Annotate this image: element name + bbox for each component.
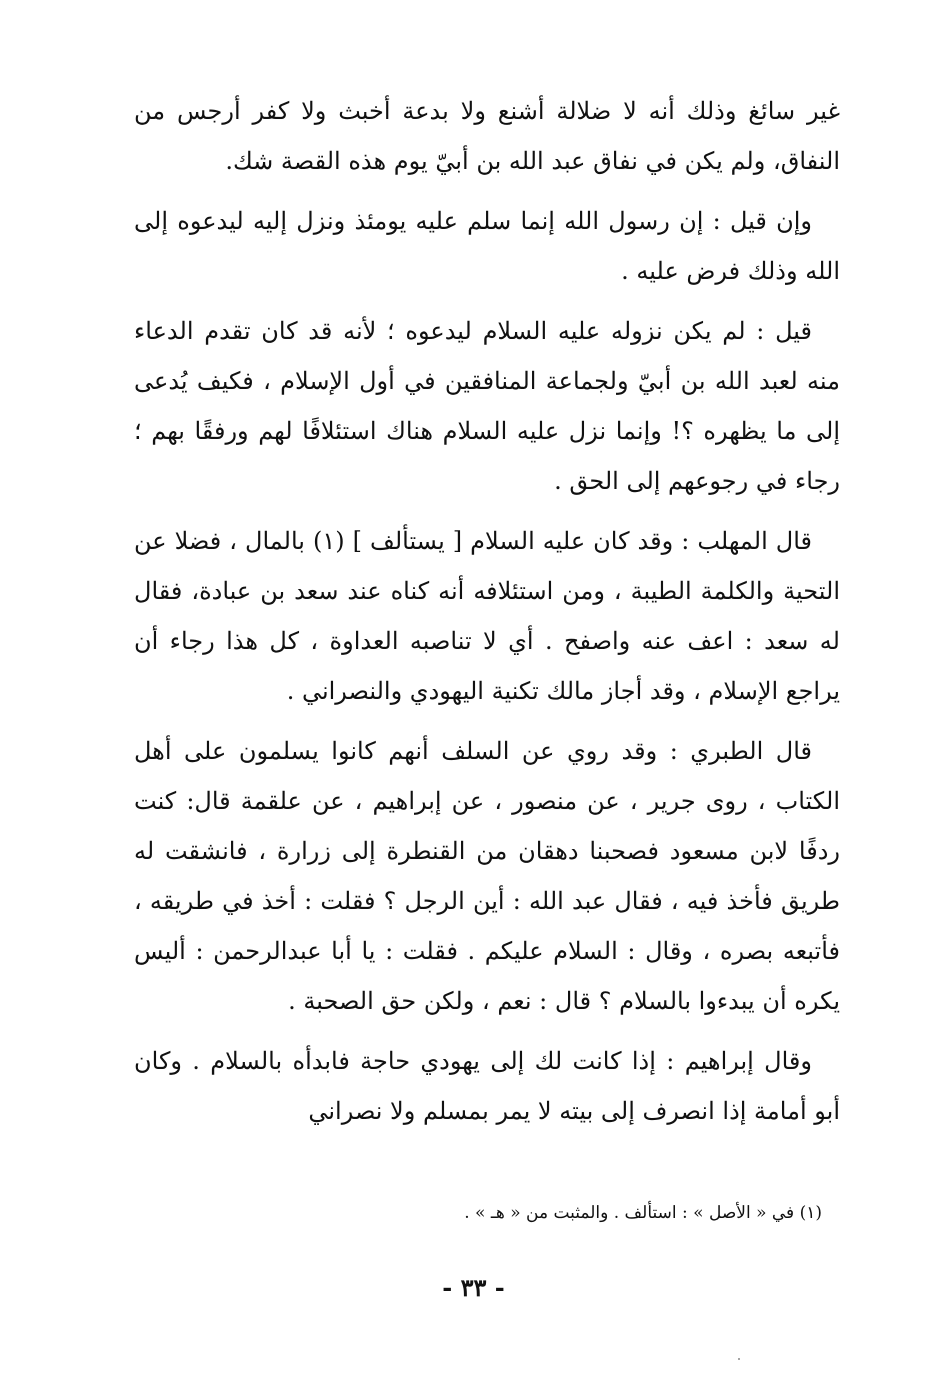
paragraph-3: قيل : لم يكن نزوله عليه السلام ليدعوه ؛ لأنه قد كان تقدم الدعاء منه لعبد الله بن أبيّ ولجماعة المنافقين في أول الإسلام ، فكيف يُدعى إلى ما يظهره ؟! وإنما نزل عليه السلام هناك استئلافًا لهم ورفقًا بهم ؛ رجاء في رجوعهم إلى الحق . [134,317,840,495]
paragraph-1: غير سائغ وذلك أنه لا ضلالة أشنع ولا بدعة أخبث ولا كفر أرجس من النفاق، ولم يكن في نفاق عبد الله بن أبيّ يوم هذه القصة شك. [134,97,840,175]
page-number: - ٣٣ - [442,1273,505,1302]
paragraph-2: وإن قيل : إن رسول الله إنما سلم عليه يومئذ ونزل إليه ليدعوه إلى الله وذلك فرض عليه . [134,207,840,285]
scan-speck [738,1358,740,1360]
paragraph-6: وقال إبراهيم : إذا كانت لك إلى يهودي حاجة فابدأه بالسلام . وكان أبو أمامة إذا انصرف إلى بيته لا يمر بمسلم ولا نصراني [134,1047,840,1125]
main-text [134,86,840,1146]
paragraph-5: قال الطبري : وقد روي عن السلف أنهم كانوا يسلمون على أهل الكتاب ، روى جرير ، عن منصور ، عن إبراهيم ، عن علقمة قال: كنت ردفًا لابن مسعود فصحبنا دهقان من القنطرة إلى زرارة ، فانشقت له طريق فأخذ فيه ، فقال عبد الله : أين الرجل ؟ فقلت : أخذ في طريقه ، فأتبعه بصره ، وقال : السلام عليكم . فقلت : يا أبا عبدالرحمن : أليس يكره أن يبدءوا بالسلام ؟ قال : نعم ، ولكن حق الصحبة . [134,737,840,1015]
paragraph-4: قال المهلب : وقد كان عليه السلام [ يستألف ] (١) بالمال ، فضلا عن التحية والكلمة الطيبة ، ومن استئلافه أنه كناه عند سعد بن عبادة، فقال له سعد : اعف عنه واصفح . أي لا تناصبه العداوة ، كل هذا رجاء أن يراجع الإسلام ، وقد أجاز مالك تكنية اليهودي والنصراني . [134,527,840,705]
footnote: (١) في « الأصل » : استألف . والمثبت من « هـ » . [464,1203,822,1223]
